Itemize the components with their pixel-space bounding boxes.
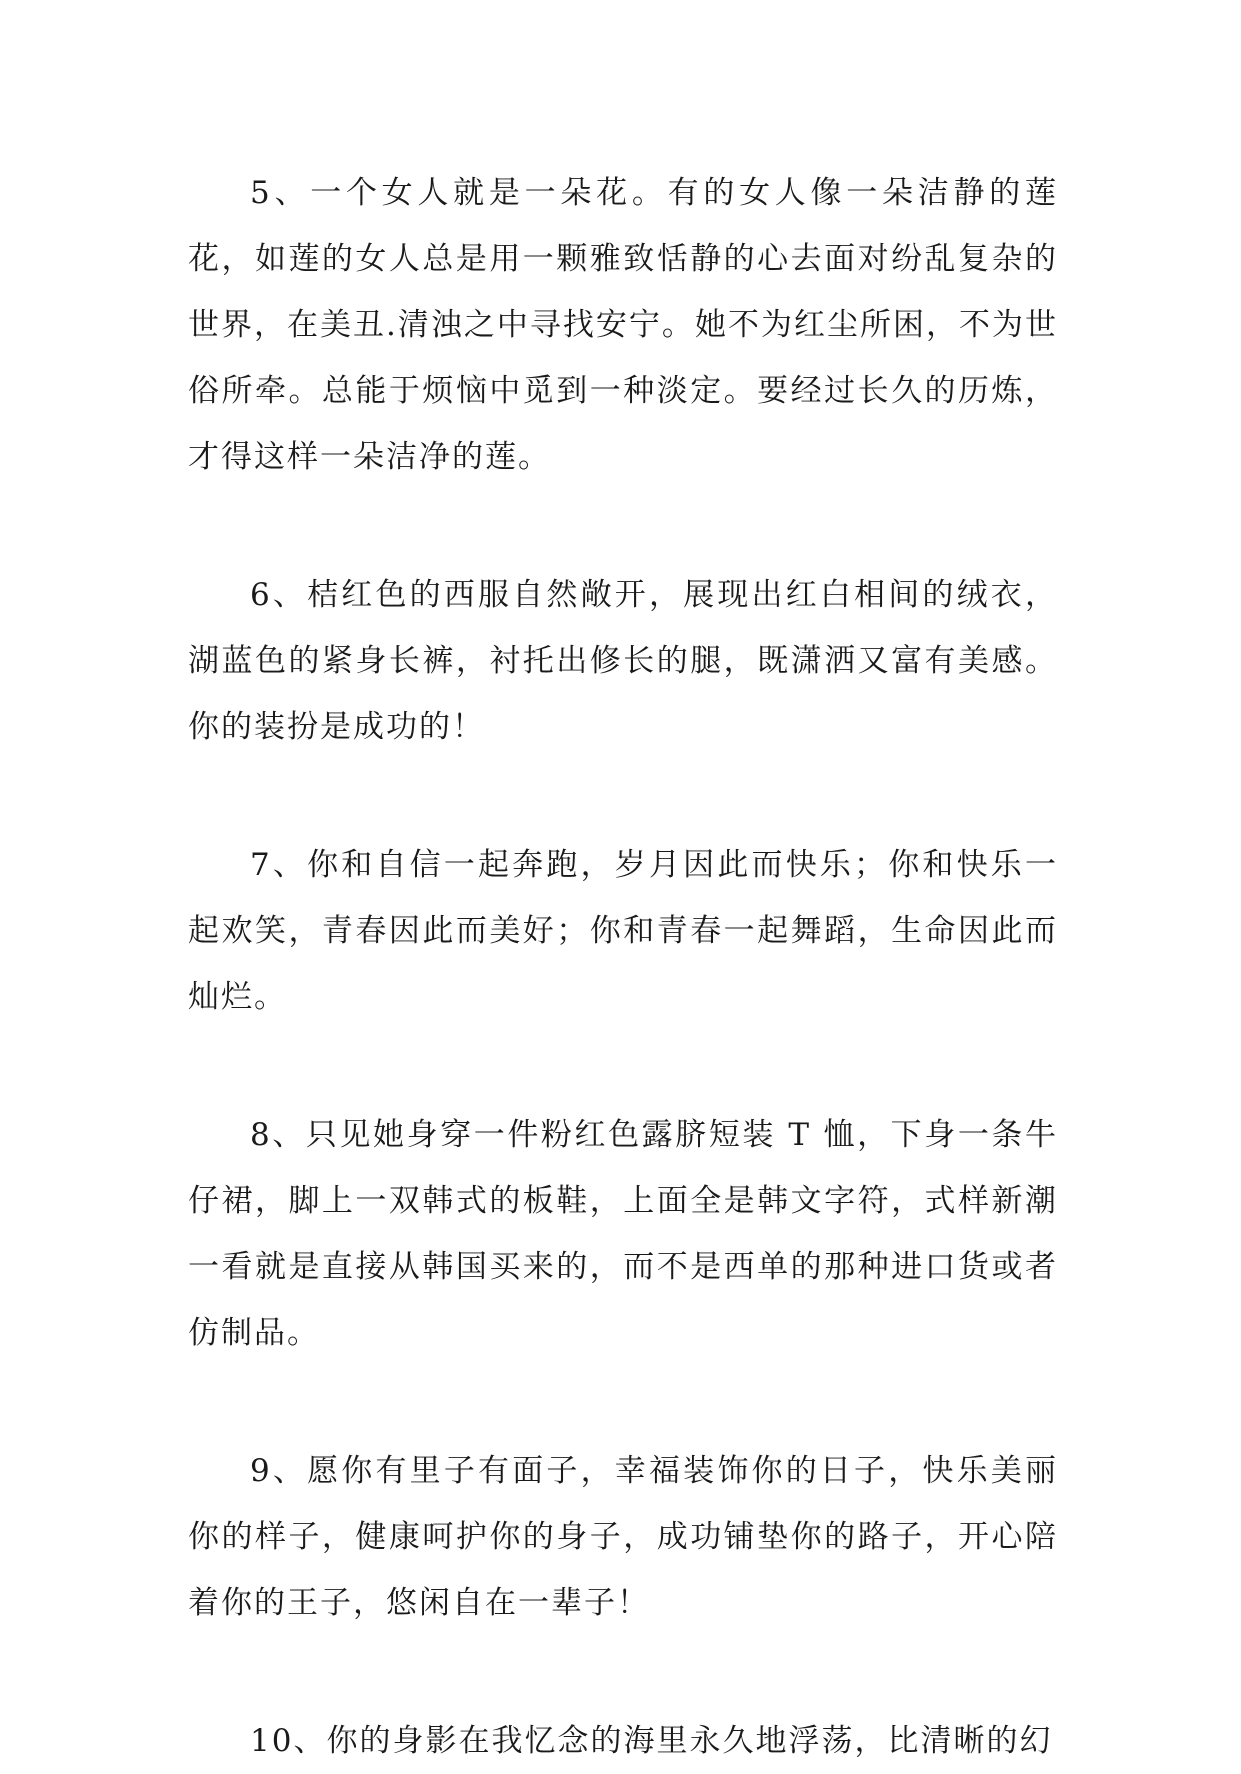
paragraph-7: 7、你和自信一起奔跑，岁月因此而快乐；你和快乐一起欢笑，青春因此而美好；你和青春一起舞蹈，生命因此而灿烂。	[188, 847, 1058, 1015]
paragraph-10: 10、你的身影在我忆念的海里永久地浮荡，比清晰的幻	[250, 1723, 1053, 1759]
paragraph-9: 9、愿你有里子有面子，幸福装饰你的日子，快乐美丽你的样子，健康呵护你的身子，成功铺垫你的路子，开心陪着你的王子，悠闲自在一辈子！	[188, 1453, 1058, 1621]
paragraph-8: 8、只见她身穿一件粉红色露脐短装 T 恤，下身一条牛仔裙，脚上一双韩式的板鞋，上面全是韩文字符，式样新潮一看就是直接从韩国买来的，而不是西单的那种进口货或者仿制品。	[188, 1117, 1058, 1351]
paragraph-6: 6、桔红色的西服自然敞开，展现出红白相间的绒衣，湖蓝色的紧身长裤，衬托出修长的腿，既潇洒又富有美感。你的装扮是成功的！	[188, 577, 1058, 745]
document-body	[188, 160, 1058, 1774]
paragraph-5: 5、一个女人就是一朵花。有的女人像一朵洁静的莲花，如莲的女人总是用一颗雅致恬静的心去面对纷乱复杂的世界，在美丑.清浊之中寻找安宁。她不为红尘所困，不为世俗所牵。总能于烦恼中觅到一种淡定。要经过长久的历炼，才得这样一朵洁净的莲。	[188, 175, 1058, 475]
